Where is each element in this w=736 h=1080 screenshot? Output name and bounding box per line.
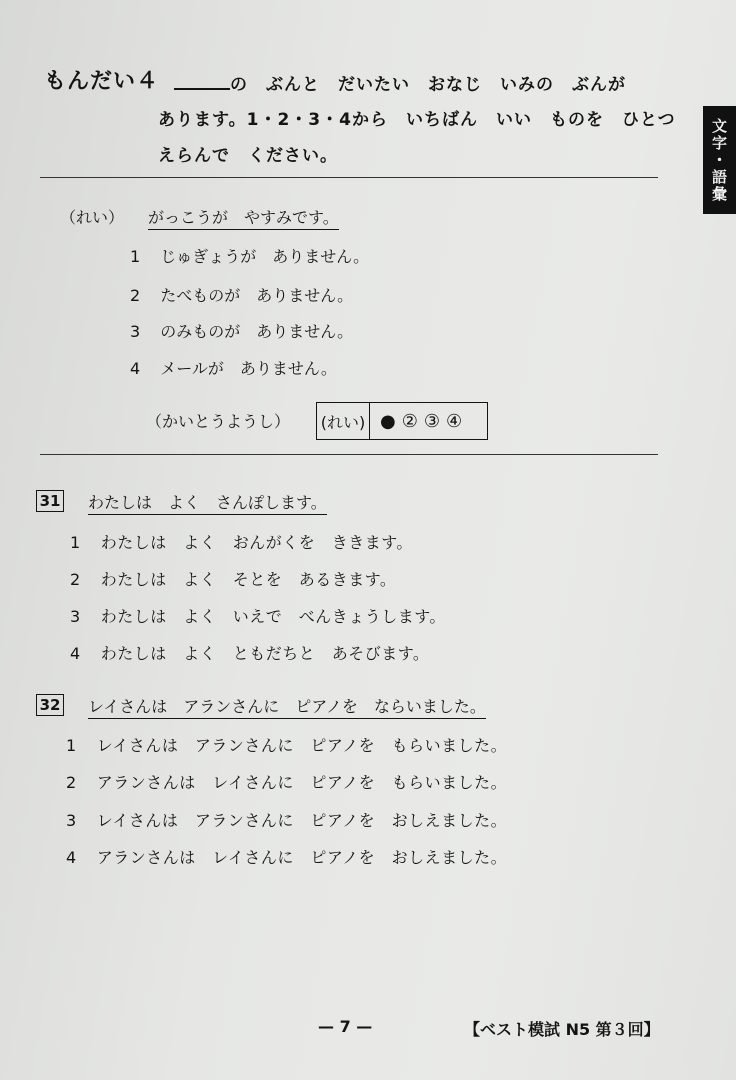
question-31-sentence-text: わたしは よく さんぽします。 bbox=[88, 493, 327, 515]
mondai-line-3: えらんで ください。 bbox=[158, 146, 338, 166]
question-32-option-2: 2 アランさんは レイさんに ピアノを もらいました。 bbox=[66, 773, 508, 792]
answer-sheet-box bbox=[316, 402, 488, 440]
mondai-title: もんだい４ bbox=[44, 69, 160, 94]
question-31-option-1: 1 わたしは よく おんがくを ききます。 bbox=[70, 533, 413, 552]
exam-series-label: 【ベスト模試 N5 第３回】 bbox=[464, 1020, 660, 1039]
answer-box-label: (れい) bbox=[317, 403, 370, 439]
example-label: （れい） bbox=[60, 208, 125, 227]
divider-bottom bbox=[40, 454, 658, 455]
question-31-sentence bbox=[88, 490, 327, 513]
section-tab-label: 文字・語彙 bbox=[710, 117, 728, 203]
answer-mark-3: ③ bbox=[423, 410, 440, 432]
example-sentence bbox=[148, 205, 339, 228]
question-32-option-3: 3 レイさんは アランさんに ピアノを おしえました。 bbox=[66, 811, 508, 830]
question-31-option-2: 2 わたしは よく そとを あるきます。 bbox=[70, 570, 397, 589]
question-31-option-3: 3 わたしは よく いえで べんきょうします。 bbox=[70, 607, 446, 626]
answer-sheet-label: （かいとうようし） bbox=[146, 412, 291, 431]
answer-mark-4: ④ bbox=[446, 410, 463, 432]
example-option-3: 3 のみものが ありません。 bbox=[130, 322, 354, 341]
answer-marks bbox=[370, 403, 487, 439]
mondai-line-2: あります。1・2・3・4から いちばん いい ものを ひとつ bbox=[158, 110, 676, 130]
example-option-4: 4 メールが ありません。 bbox=[130, 359, 337, 378]
question-32-sentence-text: レイさんは アランさんに ピアノを ならいました。 bbox=[88, 697, 486, 719]
divider-top bbox=[40, 177, 658, 178]
question-32-sentence bbox=[88, 694, 486, 717]
answer-blank bbox=[174, 74, 230, 90]
mondai-line-1-text: の ぶんと だいたい おなじ いみの ぶんが bbox=[230, 75, 626, 95]
question-31-option-4: 4 わたしは よく ともだちと あそびます。 bbox=[70, 644, 430, 663]
example-option-1: 1 じゅぎょうが ありません。 bbox=[130, 247, 370, 266]
mondai-line-1 bbox=[174, 70, 626, 95]
example-sentence-text: がっこうが やすみです。 bbox=[148, 208, 339, 230]
section-tab bbox=[703, 106, 736, 214]
answer-mark-1: ● bbox=[380, 410, 396, 432]
question-32-option-4: 4 アランさんは レイさんに ピアノを おしえました。 bbox=[66, 848, 508, 867]
question-number-31: 31 bbox=[36, 490, 64, 512]
answer-mark-2: ② bbox=[401, 410, 418, 432]
example-option-2: 2 たべものが ありません。 bbox=[130, 286, 354, 305]
question-number-32: 32 bbox=[36, 694, 64, 716]
page-number: — 7 — bbox=[318, 1017, 373, 1036]
question-32-option-1: 1 レイさんは アランさんに ピアノを もらいました。 bbox=[66, 736, 508, 755]
